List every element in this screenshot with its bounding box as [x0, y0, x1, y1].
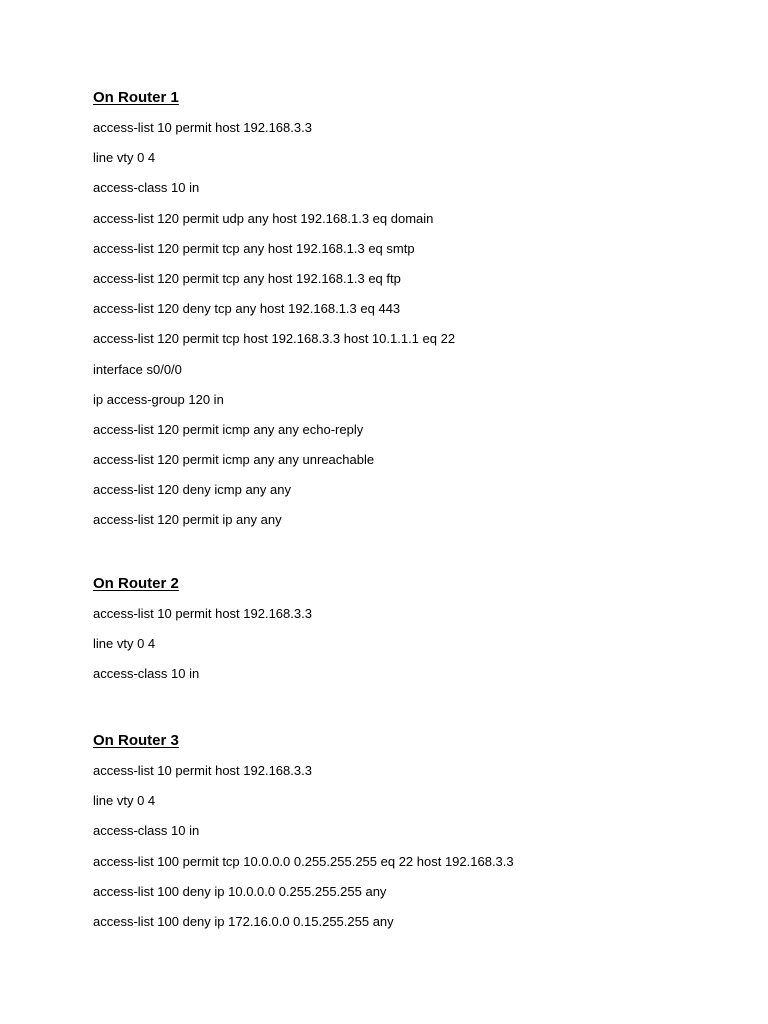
section-heading: On Router 1	[93, 89, 179, 106]
config-line: access-list 10 permit host 192.168.3.3	[93, 120, 312, 135]
config-line: access-list 10 permit host 192.168.3.3	[93, 606, 312, 621]
config-line: access-list 120 permit udp any host 192.168.1.3 eq domain	[93, 210, 434, 226]
config-line: line vty 0 4	[93, 793, 156, 809]
section-heading: On Router 2	[93, 575, 179, 592]
config-line: access-list 120 permit icmp any any unreachable	[93, 452, 375, 468]
config-line: access-class 10 in	[93, 666, 200, 682]
config-line: access-list 120 deny tcp any host 192.168.1.3 eq 443	[93, 301, 401, 317]
config-line: access-list 100 deny ip 172.16.0.0 0.15.255.255 any	[93, 913, 394, 929]
section-heading: On Router 3	[93, 732, 179, 749]
config-line: line vty 0 4	[93, 150, 156, 166]
config-line: access-class 10 in	[93, 180, 200, 196]
config-line: access-list 120 permit tcp any host 192.168.1.3 eq ftp	[93, 270, 401, 286]
config-line: line vty 0 4	[93, 636, 156, 652]
router-1-section	[93, 88, 733, 530]
config-line: access-class 10 in	[93, 823, 200, 839]
router-3-section	[93, 731, 733, 932]
router-2-section	[93, 574, 733, 684]
config-line: access-list 120 permit icmp any any echo-reply	[93, 421, 364, 437]
config-line: access-list 100 deny ip 10.0.0.0 0.255.255.255 any	[93, 883, 387, 899]
config-line: access-list 120 permit ip any any	[93, 512, 282, 528]
config-line: access-list 10 permit host 192.168.3.3	[93, 763, 312, 778]
config-line: ip access-group 120 in	[93, 391, 224, 407]
config-line: access-list 100 permit tcp 10.0.0.0 0.255.255.255 eq 22 host 192.168.3.3	[93, 853, 514, 869]
config-line: access-list 120 permit tcp host 192.168.3.3 host 10.1.1.1 eq 22	[93, 331, 456, 347]
config-line: access-list 120 deny icmp any any	[93, 482, 291, 498]
config-line: access-list 120 permit tcp any host 192.168.1.3 eq smtp	[93, 240, 415, 256]
config-line: interface s0/0/0	[93, 361, 182, 377]
